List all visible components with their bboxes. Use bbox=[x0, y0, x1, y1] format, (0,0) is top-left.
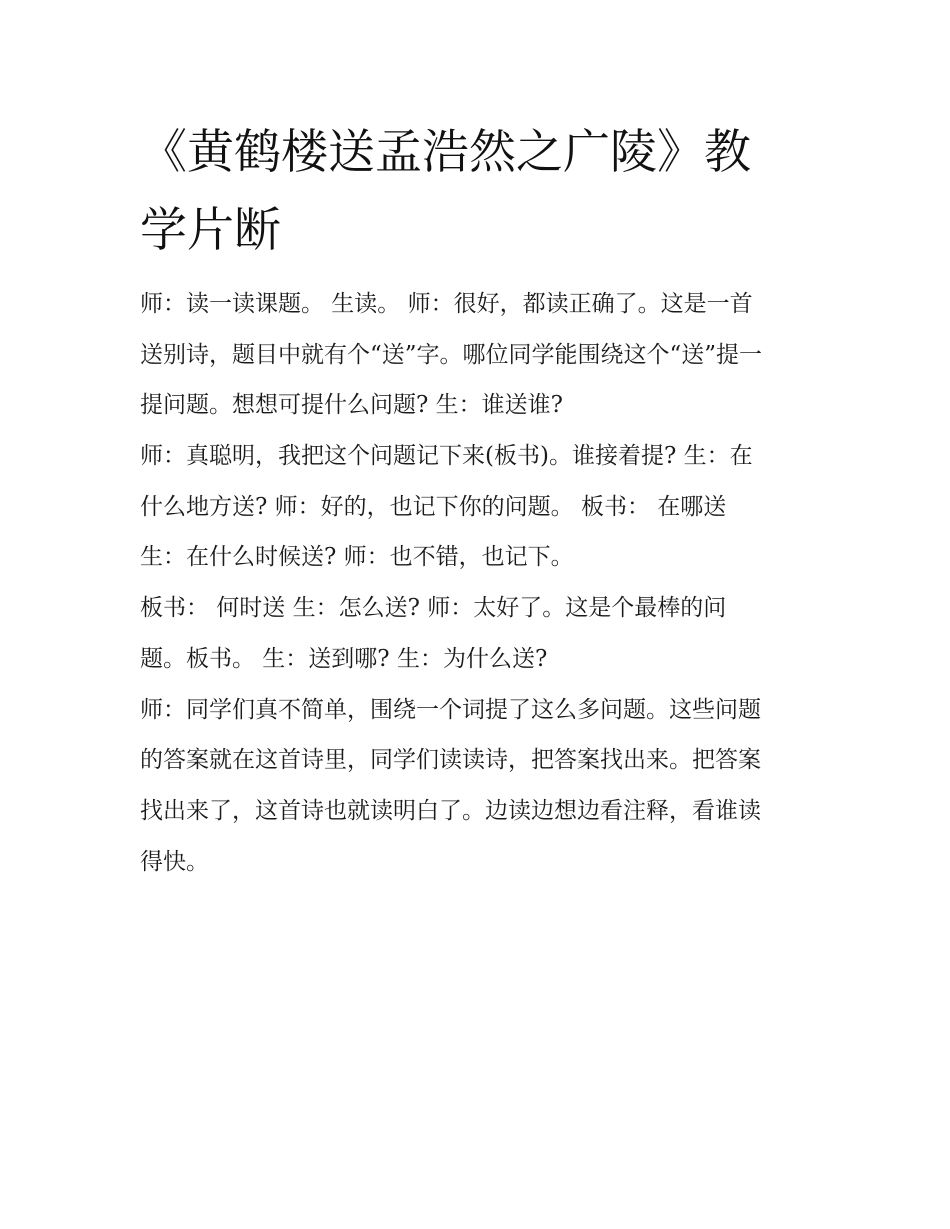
text-line: 提问题。想想可提什么问题? 生：谁送谁? bbox=[140, 392, 563, 419]
text-line: 送别诗，题目中就有个“送”字。哪位同学能围绕这个“送”提一 bbox=[140, 341, 763, 368]
title-line: 《黄鹤楼送孟浩然之广陵》教 bbox=[140, 125, 751, 180]
document-title bbox=[140, 114, 820, 270]
document-body bbox=[140, 279, 820, 887]
text-line: 师：真聪明，我把这个问题记下来(板书)。谁接着提? 生：在 bbox=[140, 443, 753, 470]
text-line: 题。板书。 生：送到哪? 生：为什么送? bbox=[140, 645, 548, 672]
text-line: 师：读一读课题。 生读。 师：很好，都读正确了。这是一首 bbox=[140, 291, 753, 317]
paragraph bbox=[140, 532, 820, 583]
title-line: 学片断 bbox=[140, 203, 281, 258]
text-line: 的答案就在这首诗里，同学们读读诗，把答案找出来。把答案 bbox=[140, 747, 761, 774]
text-line: 得快。 bbox=[140, 848, 209, 875]
text-line: 找出来了，这首诗也就读明白了。边读边想边看注释，看谁读 bbox=[140, 797, 761, 824]
paragraph bbox=[140, 583, 820, 684]
text-line: 生：在什么时候送? 师：也不错，也记下。 bbox=[140, 544, 574, 571]
paragraph bbox=[140, 431, 820, 532]
paragraph bbox=[140, 685, 820, 888]
text-line: 师：同学们真不简单，围绕一个词提了这么多问题。这些问题 bbox=[140, 696, 761, 723]
text-line: 什么地方送? 师：好的，也记下你的问题。 板书： 在哪送 bbox=[140, 493, 727, 520]
paragraph bbox=[140, 279, 820, 431]
text-line: 板书： 何时送 生：怎么送? 师：太好了。这是个最棒的问 bbox=[140, 595, 727, 622]
